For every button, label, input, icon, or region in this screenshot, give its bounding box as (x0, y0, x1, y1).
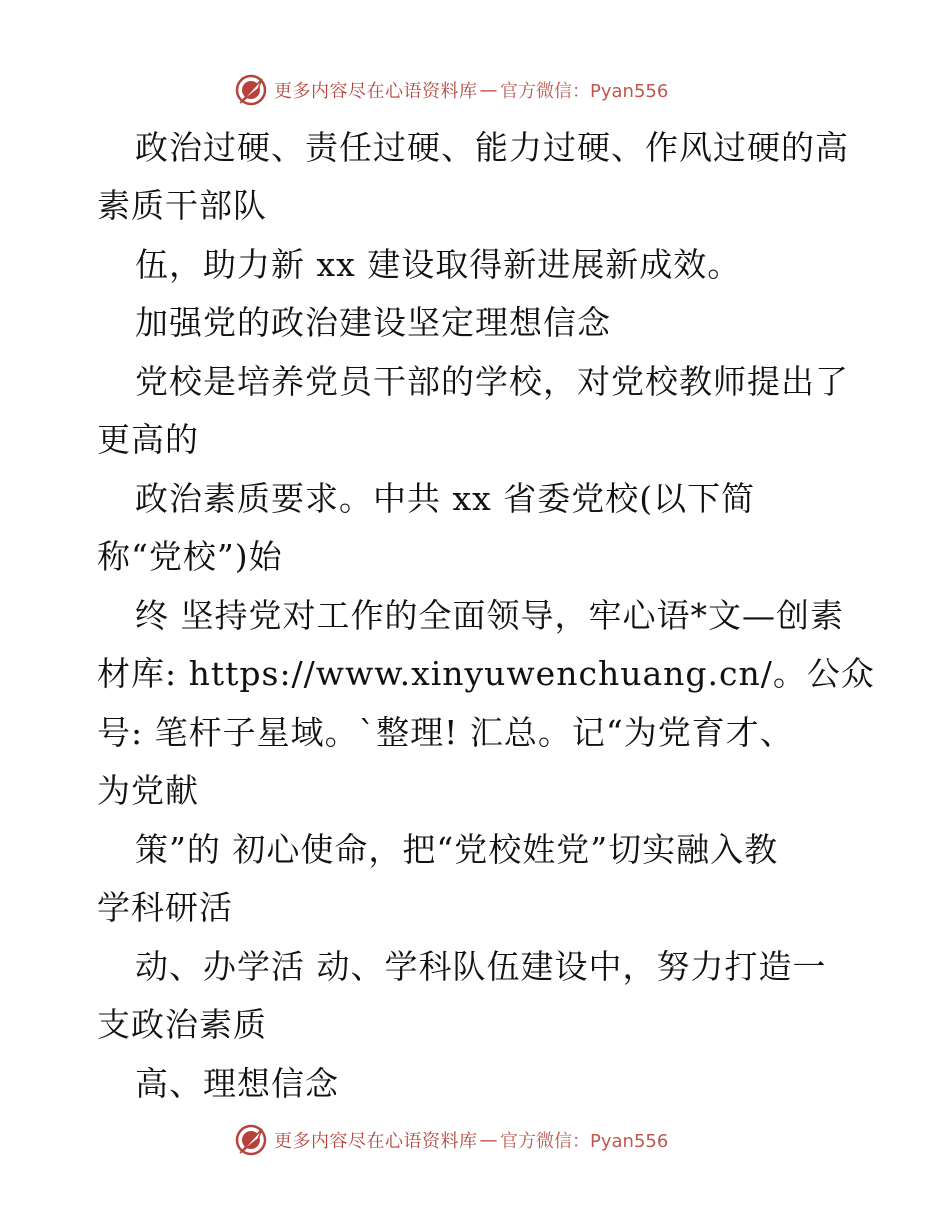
header-banner-dash: — (479, 79, 498, 101)
body-line: 加强党的政治建设坚定理想信念 (135, 303, 611, 342)
body-line: 素质干部队 (97, 186, 267, 225)
footer-banner-dash: — (479, 1129, 498, 1151)
feather-pen-logo-icon (234, 1123, 268, 1157)
body-line: 策”的 初心使命，把“党校姓党”切实融入教 (135, 830, 779, 869)
header-banner-text: 更多内容尽在心语资料库 (274, 81, 478, 102)
body-line: 政治过硬、责任过硬、能力过硬、作风过硬的高 (135, 128, 849, 167)
footer-banner-content (234, 1124, 668, 1156)
body-line: 高、理想信念 (135, 1064, 339, 1103)
body-line: 伍，助力新 xx 建设取得新进展新成效。 (135, 245, 742, 284)
footer-banner-text: 更多内容尽在心语资料库 (274, 1131, 478, 1152)
body-line: 支政治素质 (97, 1005, 267, 1044)
body-line: 政治素质要求。中共 xx 省委党校(以下简 (135, 479, 756, 518)
body-line: 号: 笔杆子星域。`整理! 汇总。记“为党育才、 (97, 713, 794, 752)
body-line: 终 坚持党对工作的全面领导，牢心语*文—创素 (135, 596, 844, 635)
header-banner-wechat: 官方微信：Pyan556 (500, 81, 669, 102)
body-line: 动、办学活 动、学科队伍建设中，努力打造一 (135, 947, 827, 986)
body-line: 为党献 (97, 771, 199, 810)
footer-banner (0, 1120, 950, 1160)
body-line: 材库: https://www.xinyuwenchuang.cn/。公众 (97, 654, 875, 693)
body-line: 党校是培养党员干部的学校，对党校教师提出了 (135, 362, 849, 401)
body-line: 称“党校”)始 (97, 537, 283, 576)
body-line: 学科研活 (97, 888, 233, 927)
body-line: 更高的 (97, 420, 199, 459)
footer-banner-wechat: 官方微信：Pyan556 (500, 1131, 669, 1152)
